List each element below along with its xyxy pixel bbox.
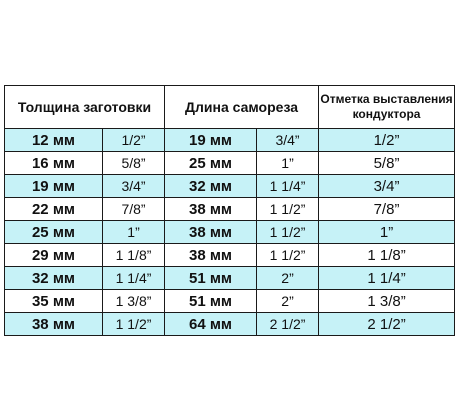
table-header-row [5, 86, 455, 129]
screw-mm-cell: 19 мм [165, 129, 257, 152]
thickness-mm-cell: 19 мм [5, 175, 103, 198]
table-row [5, 198, 455, 221]
screw-size-table [4, 85, 455, 336]
screw-mm-cell: 51 мм [165, 290, 257, 313]
thickness-inch-cell: 1 1/8” [103, 244, 165, 267]
jig-mark-cell: 2 1/2” [319, 313, 455, 336]
thickness-mm-cell: 16 мм [5, 152, 103, 175]
screw-mm-cell: 32 мм [165, 175, 257, 198]
thickness-mm-cell: 38 мм [5, 313, 103, 336]
table-row [5, 152, 455, 175]
header-jig-setting: Отметка выставления кондуктора [319, 86, 455, 129]
jig-mark-cell: 1 1/8” [319, 244, 455, 267]
table-row [5, 313, 455, 336]
screw-mm-cell: 38 мм [165, 198, 257, 221]
thickness-mm-cell: 12 мм [5, 129, 103, 152]
table-row [5, 221, 455, 244]
screw-inch-cell: 2” [257, 267, 319, 290]
screw-mm-cell: 25 мм [165, 152, 257, 175]
screw-mm-cell: 64 мм [165, 313, 257, 336]
thickness-mm-cell: 25 мм [5, 221, 103, 244]
thickness-mm-cell: 22 мм [5, 198, 103, 221]
screw-inch-cell: 3/4” [257, 129, 319, 152]
jig-mark-cell: 5/8” [319, 152, 455, 175]
thickness-mm-cell: 29 мм [5, 244, 103, 267]
table-row [5, 244, 455, 267]
thickness-mm-cell: 32 мм [5, 267, 103, 290]
thickness-mm-cell: 35 мм [5, 290, 103, 313]
screw-mm-cell: 51 мм [165, 267, 257, 290]
jig-mark-cell: 1” [319, 221, 455, 244]
screw-inch-cell: 1” [257, 152, 319, 175]
thickness-inch-cell: 1 1/4” [103, 267, 165, 290]
jig-mark-cell: 3/4” [319, 175, 455, 198]
jig-mark-cell: 1/2” [319, 129, 455, 152]
thickness-inch-cell: 7/8” [103, 198, 165, 221]
screw-inch-cell: 2” [257, 290, 319, 313]
screw-inch-cell: 1 1/4” [257, 175, 319, 198]
header-workpiece-thickness: Толщина заготовки [5, 86, 165, 129]
table-row [5, 267, 455, 290]
thickness-inch-cell: 1/2” [103, 129, 165, 152]
thickness-inch-cell: 1” [103, 221, 165, 244]
jig-mark-cell: 1 3/8” [319, 290, 455, 313]
screw-inch-cell: 1 1/2” [257, 221, 319, 244]
screw-inch-cell: 2 1/2” [257, 313, 319, 336]
thickness-inch-cell: 1 3/8” [103, 290, 165, 313]
thickness-inch-cell: 1 1/2” [103, 313, 165, 336]
header-screw-length: Длина самореза [165, 86, 319, 129]
screw-mm-cell: 38 мм [165, 221, 257, 244]
table-row [5, 290, 455, 313]
screw-inch-cell: 1 1/2” [257, 198, 319, 221]
table-body [5, 129, 455, 336]
jig-mark-cell: 7/8” [319, 198, 455, 221]
table-row [5, 175, 455, 198]
screw-mm-cell: 38 мм [165, 244, 257, 267]
screw-inch-cell: 1 1/2” [257, 244, 319, 267]
table-row [5, 129, 455, 152]
jig-mark-cell: 1 1/4” [319, 267, 455, 290]
thickness-inch-cell: 5/8” [103, 152, 165, 175]
thickness-inch-cell: 3/4” [103, 175, 165, 198]
